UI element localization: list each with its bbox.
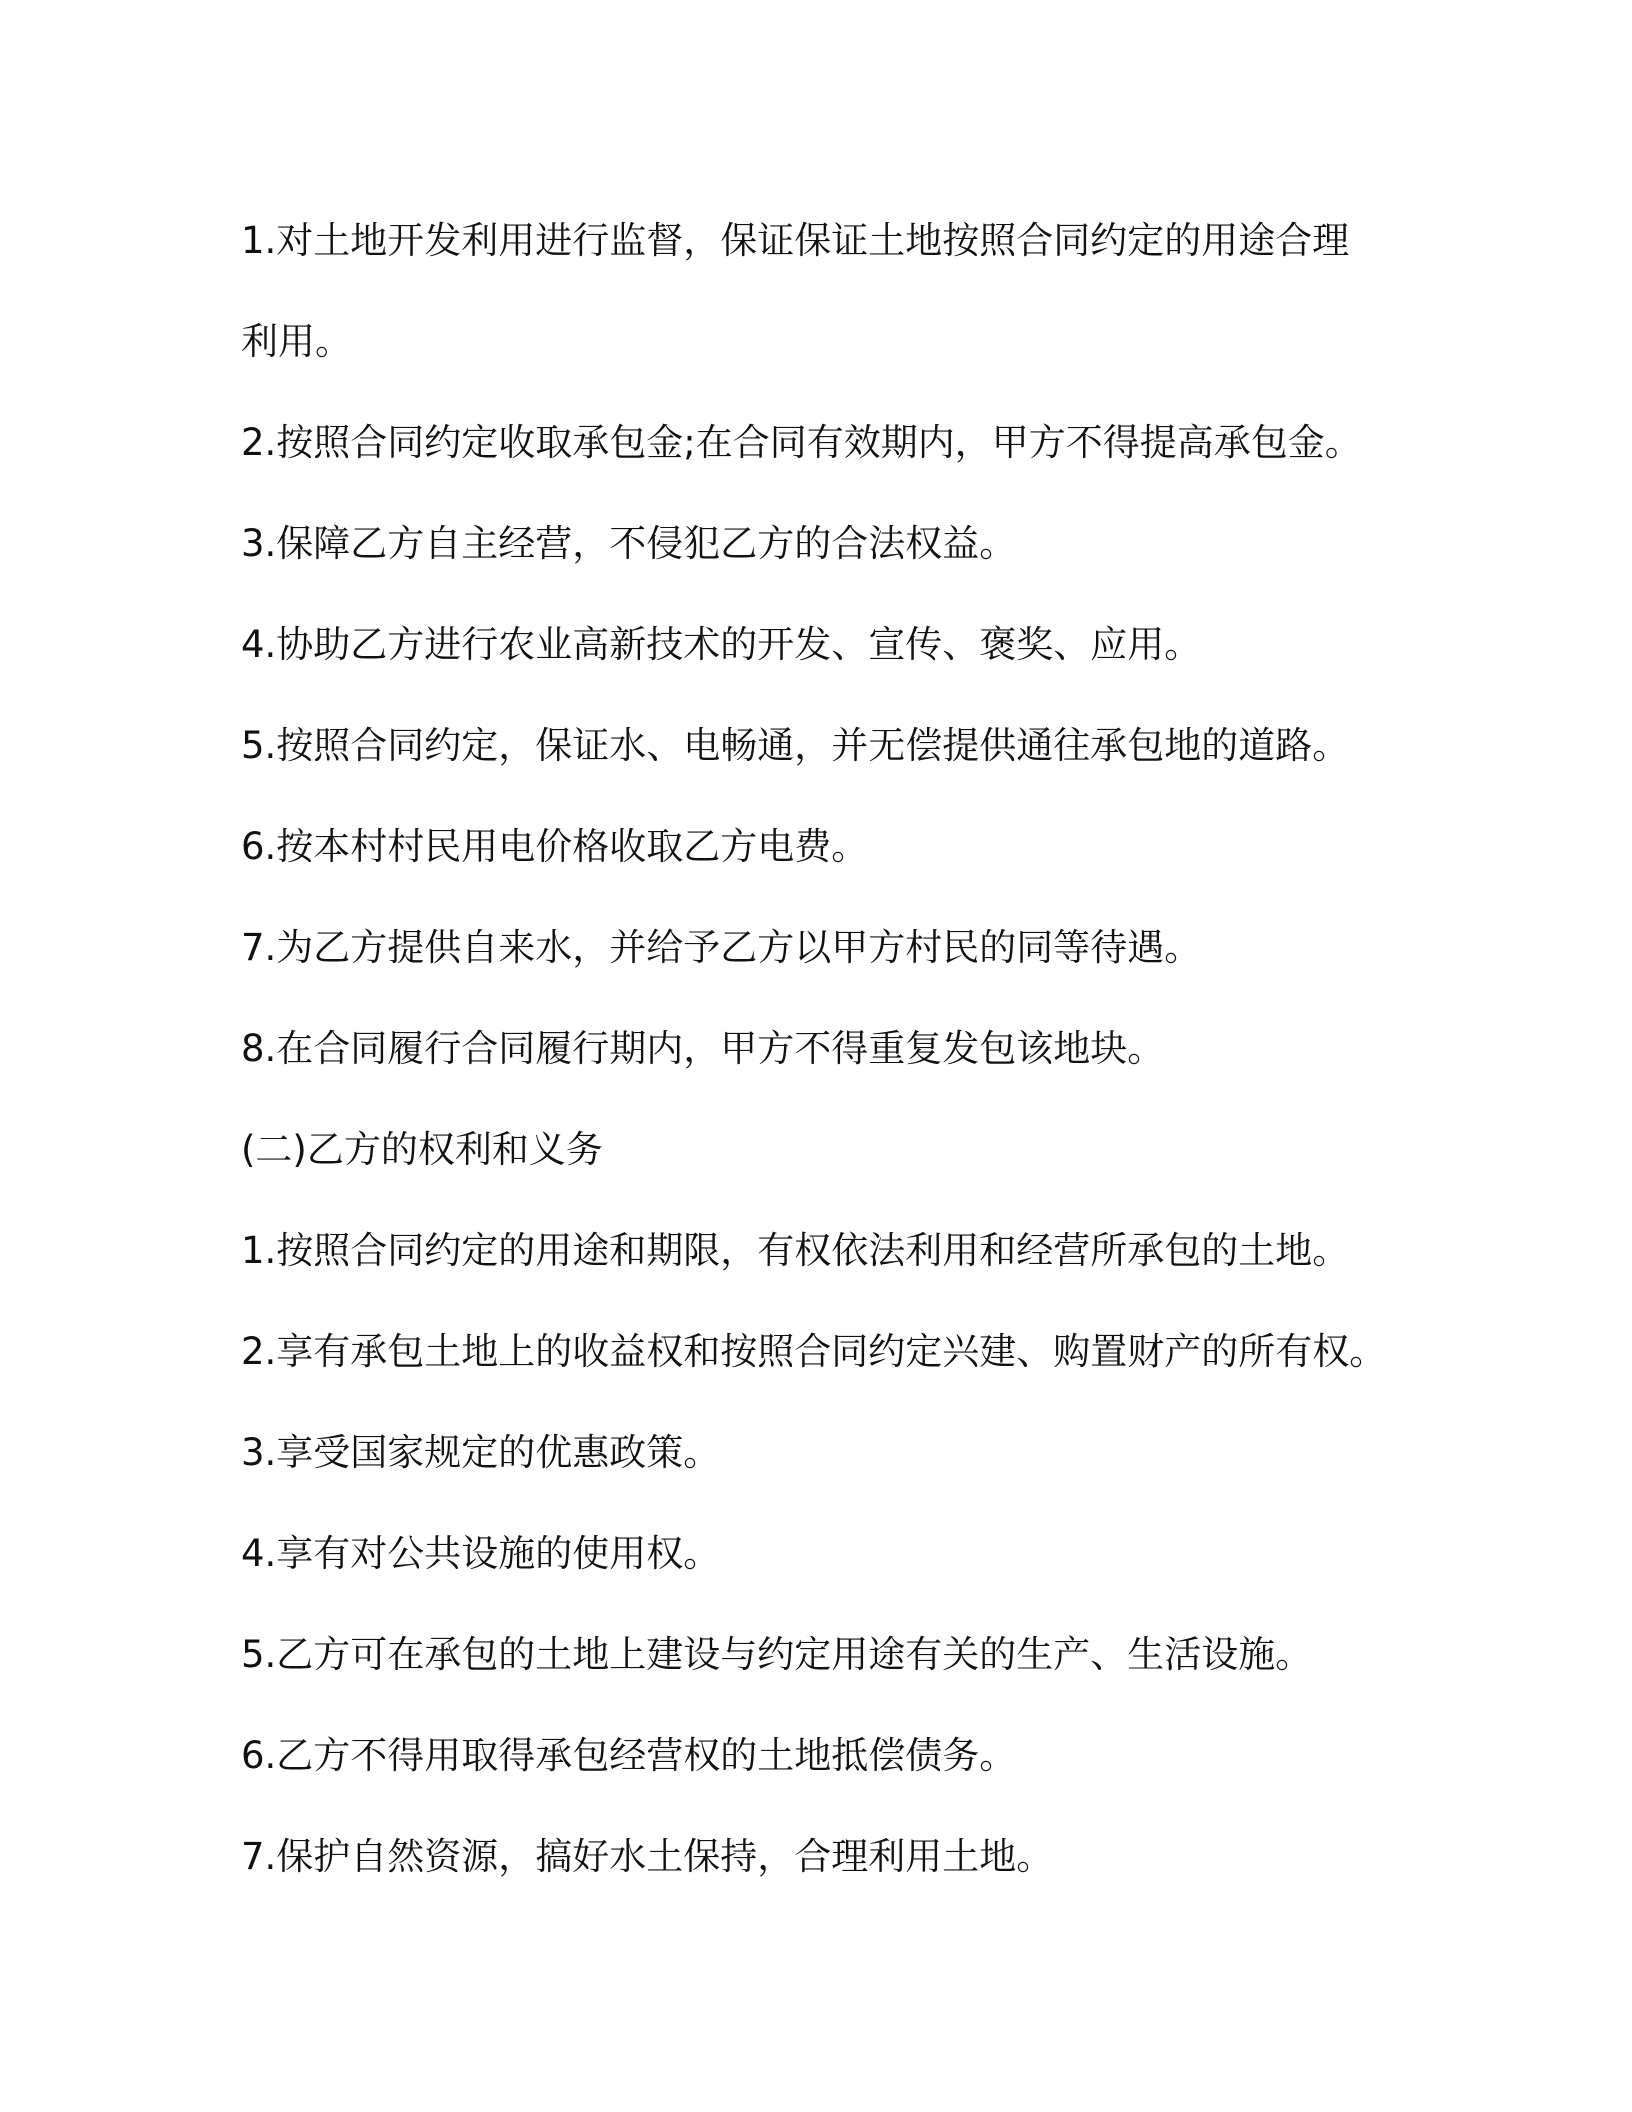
paragraph-line: 4.协助乙方进行农业高新技术的开发、宣传、褒奖、应用。	[241, 623, 1202, 666]
paragraph-line: 3.保障乙方自主经营，不侵犯乙方的合法权益。	[241, 522, 1017, 565]
paragraph-line: 1.按照合同约定的用途和期限，有权依法利用和经营所承包的土地。	[241, 1229, 1350, 1272]
document-body	[241, 190, 1401, 1907]
paragraph-line: 5.乙方可在承包的土地上建设与约定用途有关的生产、生活设施。	[241, 1633, 1313, 1676]
paragraph-line: 利用。	[241, 320, 352, 363]
paragraph-line: 4.享有对公共设施的使用权。	[241, 1532, 721, 1575]
paragraph-line: 2.按照合同约定收取承包金;在合同有效期内，甲方不得提高承包金。	[241, 421, 1362, 464]
paragraph-line: 6.乙方不得用取得承包经营权的土地抵偿债务。	[241, 1734, 1017, 1777]
paragraph-line: 8.在合同履行合同履行期内，甲方不得重复发包该地块。	[241, 1027, 1165, 1070]
section-heading: (二)乙方的权利和义务	[241, 1128, 603, 1171]
paragraph-line: 3.享受国家规定的优惠政策。	[241, 1431, 721, 1474]
paragraph-line: 7.保护自然资源，搞好水土保持，合理利用土地。	[241, 1835, 1054, 1878]
paragraph-line: 2.享有承包土地上的收益权和按照合同约定兴建、购置财产的所有权。	[241, 1330, 1387, 1373]
paragraph-line: 7.为乙方提供自来水，并给予乙方以甲方村民的同等待遇。	[241, 926, 1202, 969]
paragraph-line: 6.按本村村民用电价格收取乙方电费。	[241, 825, 869, 868]
paragraph-line: 5.按照合同约定，保证水、电畅通，并无偿提供通往承包地的道路。	[241, 724, 1350, 767]
paragraph-line: 1.对土地开发利用进行监督，保证保证土地按照合同约定的用途合理	[241, 219, 1350, 262]
